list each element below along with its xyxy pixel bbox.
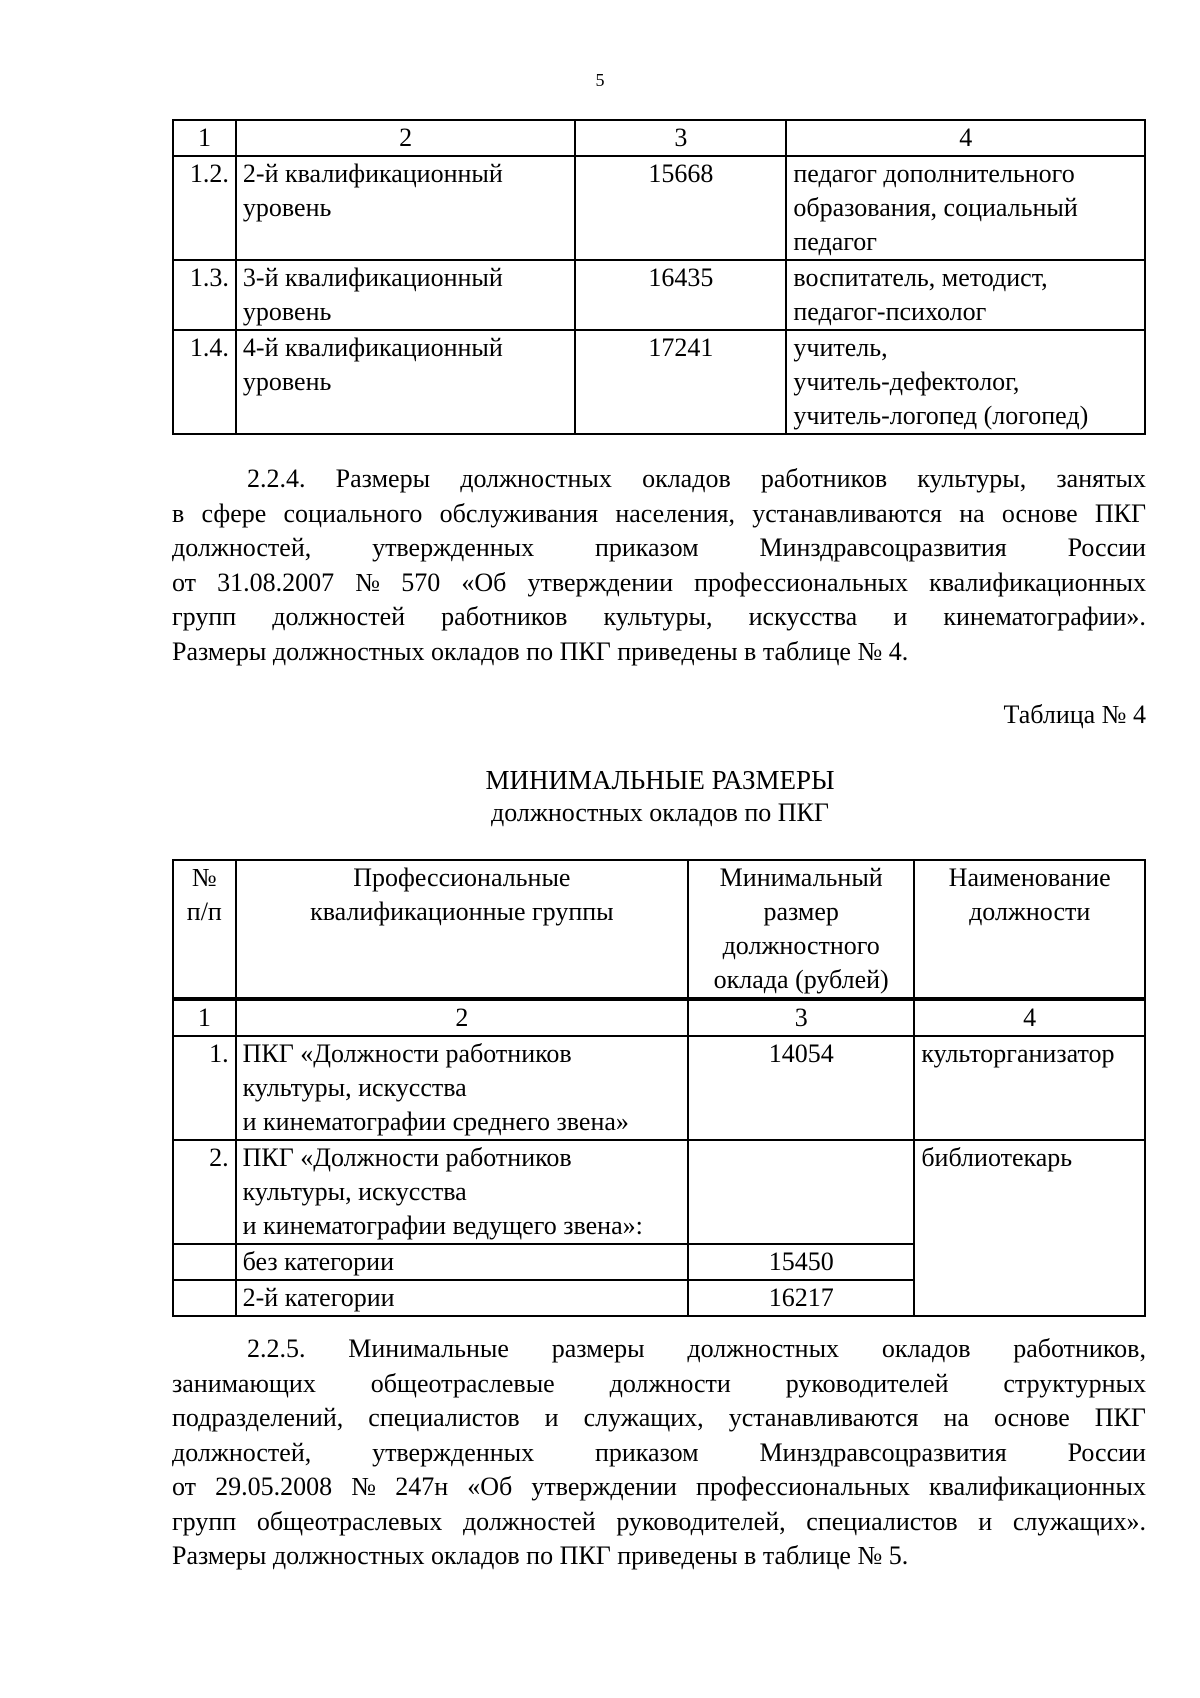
table-cell: 3 [575, 120, 786, 156]
paragraph-line [172, 1332, 1146, 1367]
qualification-level: 2-й квалификационный уровень [236, 156, 575, 260]
word: Минздравсоцразвития [759, 533, 1007, 562]
row-number: 2. [173, 1140, 236, 1244]
word: в [172, 498, 185, 528]
word: кинематографии». [943, 602, 1146, 631]
table-cell: 4 [914, 999, 1145, 1036]
word: групп [172, 1506, 237, 1536]
row-number: 1.3. [173, 260, 236, 330]
table-cell: 2 [236, 120, 575, 156]
word: утверждении [527, 567, 673, 597]
word: и [978, 1506, 993, 1536]
word: ПКГ [1094, 1403, 1146, 1432]
word: структурных [1003, 1368, 1146, 1398]
word: утверждении [531, 1472, 677, 1501]
word: 247н [395, 1472, 449, 1501]
word: «Об [461, 567, 507, 597]
group-name: ПКГ «Должности работников культуры, искусства и кинематографии ведущего звена»: [236, 1140, 688, 1244]
word: утвержденных [372, 533, 535, 562]
word: общеотраслевых [256, 1506, 443, 1536]
word: № [351, 1472, 377, 1501]
position-names: воспитатель, методист, педагог-психолог [786, 260, 1145, 330]
row-number: 1. [173, 1036, 236, 1140]
word: должностей [272, 602, 406, 631]
paragraph-line [172, 1367, 1146, 1402]
page-number: 5 [595, 70, 605, 90]
paragraph-2-2-4 [172, 462, 1146, 669]
row-number: 1.2. [173, 156, 236, 260]
word: Минздравсоцразвития [759, 1437, 1007, 1467]
table-row [173, 1140, 1145, 1244]
position-name: библиотекарь [914, 1140, 1145, 1316]
salary-value [688, 1140, 914, 1244]
word: на [959, 498, 985, 528]
word: 2.2.5. [247, 1334, 306, 1363]
word: культуры, [917, 464, 1027, 493]
word: от [172, 1472, 197, 1501]
row-number: 1.4. [173, 330, 236, 434]
qualification-level: 4-й квалификационный уровень [236, 330, 575, 434]
category-name: без категории [236, 1244, 688, 1280]
word: занятых [1056, 464, 1146, 493]
table-cell: 2 [236, 999, 688, 1036]
word: квалификационных [929, 1472, 1146, 1501]
header-cell-number: № п/п [173, 860, 236, 999]
salary-value: 17241 [575, 330, 786, 434]
word: должностных [687, 1334, 840, 1363]
header-cell-position: Наименование должности [914, 860, 1145, 999]
qualification-level: 3-й квалификационный уровень [236, 260, 575, 330]
table-row [173, 260, 1145, 330]
word: приказом [594, 1437, 699, 1467]
word: групп [172, 602, 237, 631]
word: и [544, 1403, 559, 1432]
word: окладов [881, 1334, 971, 1363]
word: на [943, 1403, 969, 1432]
word: профессиональных [696, 1472, 910, 1501]
word: размеры [551, 1334, 645, 1363]
word: специалистов [806, 1506, 958, 1536]
word: приказом [594, 533, 699, 562]
word: работников [441, 602, 568, 631]
salary-value: 16217 [688, 1280, 914, 1316]
word: Размеры [335, 464, 431, 493]
word: должностных [460, 464, 612, 493]
paragraph-line [172, 462, 1146, 497]
word: должности [609, 1368, 731, 1398]
category-name: 2-й категории [236, 1280, 688, 1316]
word: служащих, [583, 1403, 704, 1432]
row-number [173, 1244, 236, 1280]
table-row [173, 156, 1145, 260]
word: основе [993, 1403, 1070, 1432]
word: 570 [401, 567, 441, 597]
table-subtitle: должностных окладов по ПКГ [491, 798, 829, 827]
word: общеотраслевые [370, 1368, 555, 1398]
word: искусства [748, 602, 858, 631]
word: руководителей, [616, 1506, 786, 1536]
word: утвержденных [372, 1437, 535, 1467]
word: населения, [615, 498, 735, 528]
row-number [173, 1280, 236, 1316]
table-row [173, 330, 1145, 434]
word: Минимальные [348, 1334, 509, 1363]
word: основе [1001, 498, 1078, 528]
table-row [173, 1036, 1145, 1140]
salary-value: 15668 [575, 156, 786, 260]
word: профессиональных [694, 567, 908, 597]
word: специалистов [368, 1403, 520, 1432]
paragraph-line: Размеры должностных окладов по ПКГ приведены в таблице № 4. [172, 636, 909, 666]
header-cell-groups: Профессиональные квалификационные группы [236, 860, 688, 999]
paragraph-line [172, 531, 1146, 566]
paragraph-line [172, 600, 1146, 635]
salary-value: 15450 [688, 1244, 914, 1280]
word: обслуживания [439, 498, 599, 528]
word: культуры, [603, 602, 713, 631]
word: сфере [201, 498, 267, 528]
word: 2.2.4. [247, 464, 306, 493]
salary-table-4 [172, 859, 1146, 1317]
table-cell: 1 [173, 999, 236, 1036]
word: квалификационных [929, 567, 1146, 597]
paragraph-2-2-5 [172, 1332, 1146, 1574]
word: 29.05.2008 [215, 1472, 333, 1501]
word: «Об [467, 1472, 513, 1501]
group-name: ПКГ «Должности работников культуры, искусства и кинематографии среднего звена» [236, 1036, 688, 1140]
table-cell: 4 [786, 120, 1145, 156]
salary-value: 14054 [688, 1036, 914, 1140]
word: устанавливаются [752, 498, 942, 528]
position-names: учитель, учитель-дефектолог, учитель-логопед (логопед) [786, 330, 1145, 434]
paragraph-line: Размеры должностных окладов по ПКГ приведены в таблице № 5. [172, 1541, 909, 1570]
paragraph-line [172, 1436, 1146, 1471]
word: должностей, [172, 1437, 312, 1467]
word: социального [283, 498, 423, 528]
word: работников, [1013, 1334, 1146, 1363]
word: и [893, 602, 908, 631]
paragraph-line [172, 566, 1146, 601]
salary-table-continued [172, 119, 1146, 435]
table-number-label: Таблица № 4 [1003, 700, 1146, 729]
table-title: МИНИМАЛЬНЫЕ РАЗМЕРЫ [485, 765, 835, 795]
word: должностей [462, 1506, 596, 1536]
word: от [172, 567, 197, 597]
word: устанавливаются [728, 1403, 919, 1432]
word: подразделений, [172, 1403, 344, 1432]
position-names: педагог дополнительного образования, социальный педагог [786, 156, 1145, 260]
paragraph-line [172, 1470, 1146, 1505]
word: России [1067, 533, 1146, 562]
word: занимающих [172, 1368, 316, 1398]
word: руководителей [785, 1368, 949, 1398]
word: России [1067, 1437, 1146, 1467]
table-cell: 1 [173, 120, 236, 156]
word: № [355, 567, 381, 597]
word: 31.08.2007 [217, 567, 335, 597]
column-numbering-row [173, 999, 1145, 1036]
table-header-row [173, 860, 1145, 999]
word: работников [760, 464, 888, 493]
position-name: культорганизатор [914, 1036, 1145, 1140]
word: окладов [642, 464, 731, 493]
paragraph-line [172, 1505, 1146, 1540]
header-cell-salary: Минимальный размер должностного оклада (рублей) [688, 860, 914, 999]
word: должностей, [172, 533, 312, 562]
word: служащих». [1012, 1506, 1146, 1536]
table-header-row [173, 120, 1145, 156]
paragraph-line [172, 497, 1146, 532]
word: ПКГ [1094, 498, 1146, 528]
table-cell: 3 [688, 999, 914, 1036]
paragraph-line [172, 1401, 1146, 1436]
salary-value: 16435 [575, 260, 786, 330]
